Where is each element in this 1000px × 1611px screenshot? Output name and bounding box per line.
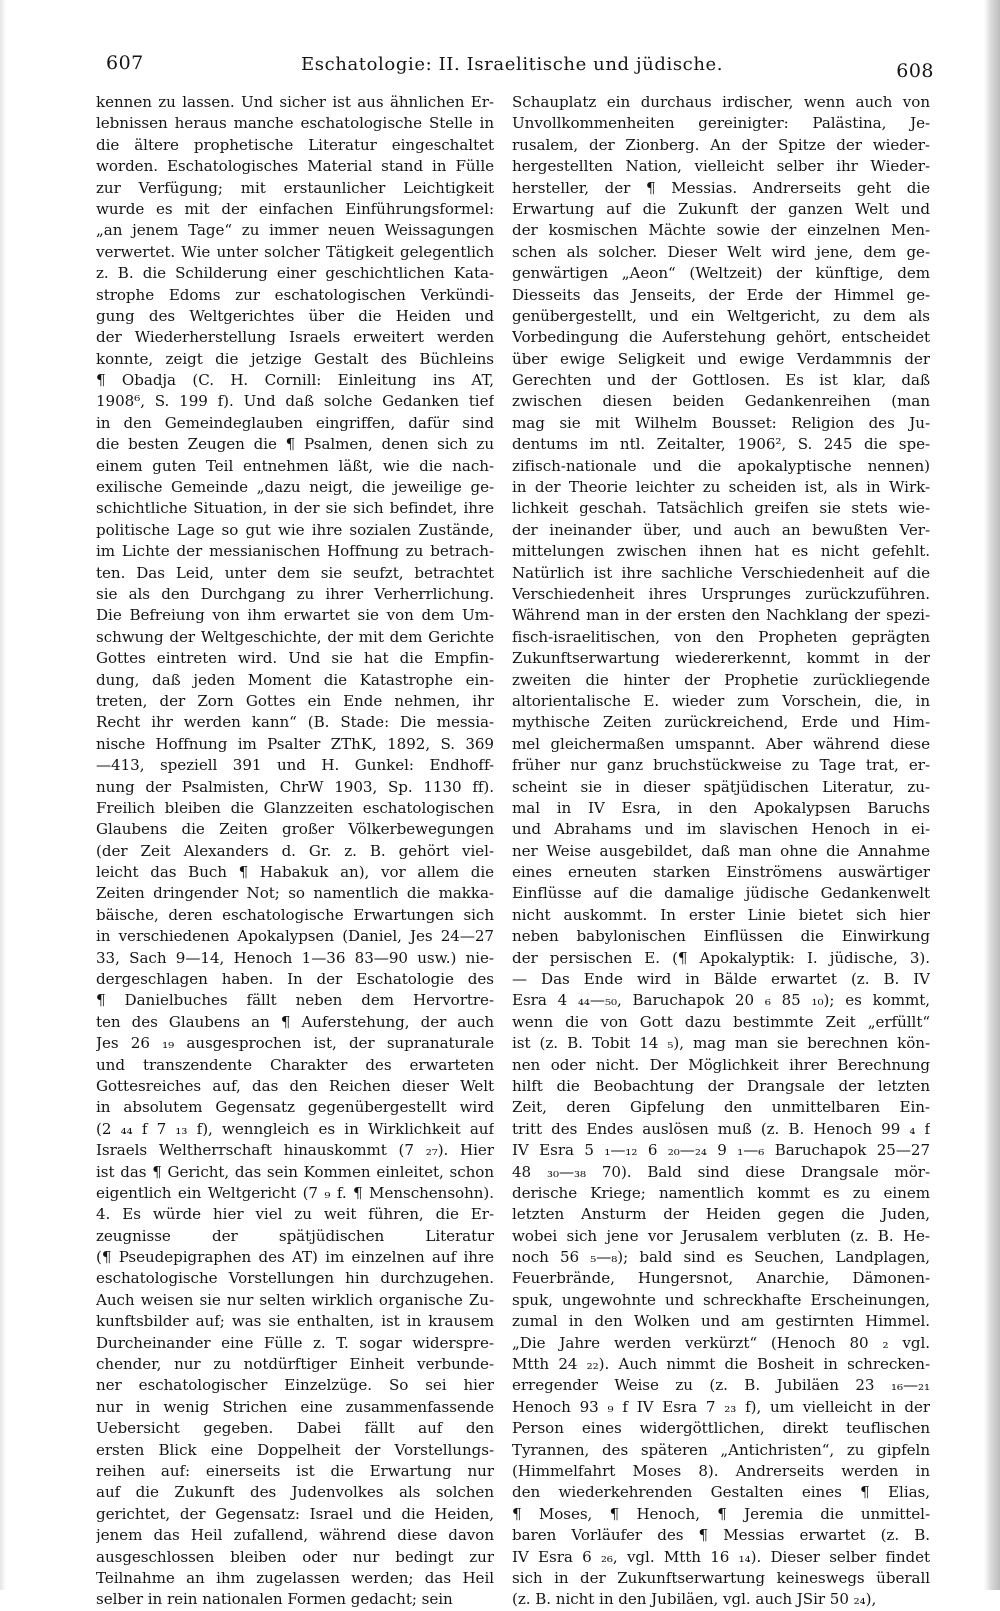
text-line: bäische, deren eschatologische Erwartungen sich [96, 905, 494, 924]
text-line: altorientalische E. wieder zum Vorschein, die, in [512, 691, 930, 710]
text-line: strophe Edoms zur eschatologischen Verkündi- [96, 285, 494, 304]
text-line: mag sie mit Wilhelm Bousset: Religion des Ju- [512, 413, 930, 432]
text-line: 4. Es würde hier viel zu weit führen, die Er- [96, 1205, 494, 1224]
text-line: zifisch-nationale und die apokalyptische nennen) [512, 456, 930, 475]
text-line: und transzendente Charakter des erwarteten [96, 1055, 494, 1074]
text-line: Uebersicht gegeben. Dabei fällt auf den [96, 1419, 494, 1438]
text-line: treten, der Zorn Gottes ein Ende nehmen, ihr [96, 691, 494, 710]
text-line: Freilich bleiben die Glanzzeiten eschatologischen [96, 798, 494, 817]
text-line: scheint sie in dieser spätjüdischen Literatur, zu- [512, 777, 930, 796]
text-line: (z. B. nicht in den Jubiläen, vgl. auch JSir 50 ₂₄), [512, 1590, 877, 1609]
text-line: —413, speziell 391 und H. Gunkel: Endhoff- [96, 756, 494, 775]
text-line: eigentlich ein Weltgericht (7 ₉ f. ¶ Menschensohn). [96, 1183, 494, 1202]
text-line: neben babylonischen Einflüssen die Einwirkung [512, 927, 930, 946]
text-line: exilische Gemeinde „dazu neigt, die jeweilige ge- [96, 478, 494, 497]
text-line: tritt des Endes auslösen muß (z. B. Henoch 99 ₄ f [512, 1119, 930, 1138]
text-line: ten. Das Leid, unter dem sie seufzt, betrachtet [96, 563, 494, 582]
text-line: früher nur ganz bruchstückweise zu Tage trat, er- [512, 756, 930, 775]
text-line: der kosmischen Mächte sowie der einzelnen Men- [512, 221, 930, 240]
text-line: Esra 4 ₄₄—₅₀, Baruchapok 20 ₆ 85 ₁₀); es kommt, [512, 991, 930, 1010]
text-line: verwertet. Wie unter solcher Tätigkeit gelegentlich [96, 242, 494, 261]
text-line: z. B. die Schilderung einer geschichtlichen Kata- [96, 264, 494, 283]
text-line: Unvollkommenheiten gereinigter: Palästina, Je- [512, 114, 930, 133]
text-line: in absolutem Gegensatz gegenübergestellt wird [96, 1098, 494, 1117]
text-line: über ewige Seligkeit und ewige Verdammnis der [512, 349, 930, 368]
text-line: ausgeschlossen bleiben oder nur bedingt zur [96, 1547, 494, 1566]
text-line: 33, Sach 9—14, Henoch 1—36 83—90 usw.) nie- [96, 948, 494, 967]
text-line: der Wiederherstellung Israels erweitert werden [96, 328, 494, 347]
text-line: im Lichte der messianischen Hoffnung zu betrach- [96, 542, 494, 561]
text-line: Tyrannen, des späteren „Antichristen“, zu gipfeln [512, 1440, 930, 1459]
text-line: Zukunftserwartung wiedererkennt, kommt in der [512, 649, 930, 668]
text-line: konnte, zeigt die jetzige Gestalt des Büchleins [96, 349, 494, 368]
text-line: ner Weise ausgebildet, daß man ohne die Annahme [512, 841, 930, 860]
text-line: politische Lage so gut wie ihre sozialen Zustände, [96, 520, 494, 539]
text-line: zumal in den Wolken und am gestirnten Himmel. [512, 1312, 930, 1331]
text-line: kennen zu lassen. Und sicher ist aus ähnlichen Er- [96, 93, 494, 111]
page-number-left: 607 [106, 52, 144, 74]
text-line: nung der Psalmisten, ChrW 1903, Sp. 1130 ff). [96, 777, 494, 796]
text-line: der ineinander über, und auch an bewußten Ver- [512, 520, 930, 539]
text-line: wenn die von Gott dazu bestimmte Zeit „erfüllt“ [512, 1012, 930, 1031]
text-line: mittelungen zwischen ihnen hat es nicht gefehlt. [512, 542, 930, 561]
text-line: schwung der Weltgeschichte, der mit dem Gerichte [96, 627, 494, 646]
text-line: und Abrahams und im slavischen Henoch in ei- [512, 820, 930, 839]
text-line: (Himmelfahrt Moses 8). Andrerseits werden in [512, 1462, 930, 1480]
text-line: die ältere prophetische Literatur eingeschaltet [96, 135, 494, 154]
text-line: hergestellten Nation, vielleicht selber ihr Wieder- [512, 157, 930, 176]
text-line: sich in der Zukunftserwartung keineswegs überall [512, 1568, 930, 1587]
text-line: Die Befreiung von ihm erwartet sie von dem Um- [96, 606, 494, 625]
text-line: Zeiten dringender Not; so namentlich die makka- [96, 884, 494, 903]
text-line: in den Gemeindeglauben eingriffen, dafür sind [96, 413, 494, 432]
text-line: Auch weisen sie nur selten wirklich organische Zu- [96, 1290, 494, 1309]
text-line: nicht auskommt. In erster Linie bietet sich hier [512, 905, 930, 924]
text-line: auf die Zukunft des Judenvolkes als solchen [96, 1483, 494, 1502]
text-line: genübergestellt, und ein Weltgericht, zu dem als [512, 306, 930, 325]
text-line: Feuerbrände, Hungersnot, Anarchie, Dämonen- [512, 1269, 930, 1288]
text-column-left [96, 92, 494, 1611]
text-line: Person eines widergöttlichen, direkt teuflischen [512, 1419, 930, 1438]
text-line: ist (z. B. Tobit 14 ₅), mag man sie berechnen kön- [512, 1034, 930, 1053]
text-line: Einflüsse auf die damalige jüdische Gedankenwelt [512, 884, 930, 903]
text-line: Jes 26 ₁₉ ausgesprochen ist, der supranaturale [96, 1034, 494, 1053]
text-line: ner eschatologischer Einzelzüge. So sei hier [96, 1376, 494, 1395]
text-line: derische Kriege; namentlich kommt es zu einem [512, 1183, 930, 1202]
text-line: Natürlich ist ihre sachliche Verschiedenheit auf die [512, 563, 930, 582]
running-title: Eschatologie: II. Israelitische und jüdische. [301, 54, 724, 75]
text-line: Mtth 24 ₂₂). Auch nimmt die Bosheit in schrecken- [512, 1355, 930, 1374]
text-line: schichtliche Situation, in der sie sich befindet, ihre [96, 499, 494, 518]
text-line: die besten Zeugen die ¶ Psalmen, denen sich zu [96, 435, 494, 454]
text-line: lichkeit geschah. Tatsächlich greifen sie stets wie- [512, 499, 930, 518]
text-line: noch 56 ₅—₈); bald sind es Seuchen, Landplagen, [512, 1248, 930, 1267]
text-line: nische Hoffnung im Psalter ZThK, 1892, S. 369 [96, 734, 494, 753]
text-line: worden. Eschatologisches Material stand in Fülle [96, 157, 494, 176]
text-line: ¶ Moses, ¶ Henoch, ¶ Jeremia die unmittel- [512, 1504, 930, 1523]
scan-shadow-left [0, 0, 6, 1590]
text-line: nur in wenig Strichen eine zusammenfassende [96, 1397, 494, 1416]
page-number-right: 608 [896, 60, 934, 82]
text-line: zweiten die hinter der Prophetie zurückliegende [512, 670, 930, 689]
text-line: „an jenem Tage“ zu immer neuen Weissagungen [96, 221, 494, 240]
text-line: dung, daß jeden Moment die Katastrophe ein- [96, 670, 494, 689]
text-line: lebnissen heraus manche eschatologische Stelle in [96, 114, 494, 133]
page-header [96, 52, 936, 82]
text-line: chender, nur zu notdürftiger Einheit verbunde- [96, 1355, 494, 1374]
text-line: zur Verfügung; mit erstaunlicher Leichtigkeit [96, 178, 494, 197]
text-line: 48 ₃₀—₃₈ 70). Bald sind diese Drangsale mör- [512, 1162, 930, 1181]
text-line: Verschiedenheit ihres Ursprunges zurückzuführen. [512, 584, 930, 603]
text-column-right [512, 92, 930, 1611]
text-line: (¶ Pseudepigraphen des AT) im einzelnen auf ihre [96, 1248, 494, 1267]
text-line: — Das Ende wird in Bälde erwartet (z. B. IV [512, 970, 930, 989]
text-line: jenem das Heil zufallend, während diese davon [96, 1526, 494, 1545]
text-line: leicht das Buch ¶ Habakuk an), vor allem die [96, 863, 494, 882]
text-line: mel gleichermaßen umspannt. Aber während diese [512, 734, 930, 753]
text-line: reihen auf: einerseits ist die Erwartung nur [96, 1462, 494, 1480]
text-line: Henoch 93 ₉ f IV Esra 7 ₂₃ f), um vielleicht in der [512, 1397, 930, 1416]
text-line: IV Esra 5 ₁—₁₂ 6 ₂₀—₂₄ 9 ₁—₆ Baruchapok 25—27 [512, 1141, 930, 1160]
text-line: Israels Weltherrschaft hinauskommt (7 ₂₇). Hier [96, 1141, 494, 1160]
text-line: der persischen E. (¶ Apokalyptik: I. jüdische, 3). [512, 948, 930, 967]
text-line: genwärtigen „Aeon“ (Weltzeit) der künftige, dem [512, 264, 930, 283]
text-line: erregender Weise zu (z. B. Jubiläen 23 ₁₆—₂₁ [512, 1376, 930, 1395]
text-line: Diesseits das Jenseits, der Erde der Himmel ge- [512, 285, 930, 304]
text-line: spuk, ungewohnte und schreckhafte Erscheinungen, [512, 1290, 930, 1309]
text-line: zeugnisse der spätjüdischen Literatur [96, 1226, 494, 1245]
text-line: kunftsbilder auf; was sie enthalten, ist in krausem [96, 1312, 494, 1331]
text-line: gung des Weltgerichtes über die Heiden und [96, 306, 494, 325]
text-line: eschatologische Vorstellungen hin durchzugehen. [96, 1269, 494, 1288]
text-line: fisch-israelitischen, von den Propheten geprägten [512, 627, 930, 646]
text-line: ersten Blick eine Doppelheit der Vorstellungs- [96, 1440, 494, 1459]
text-line: den wiederkehrenden Gestalten eines ¶ Elias, [512, 1483, 930, 1502]
text-line: Glaubens die Zeiten großer Völkerbewegungen [96, 820, 494, 839]
text-line: ten des Glaubens an ¶ Auferstehung, der auch [96, 1012, 494, 1031]
text-line: Schauplatz ein durchaus irdischer, wenn auch von [512, 93, 930, 111]
text-line: Recht ihr werden kann“ (B. Stade: Die messia- [96, 713, 494, 732]
text-line: Vorbedingung die Auferstehung gehört, entscheidet [512, 328, 930, 347]
text-line: eines erneuten starken Einströmens auswärtiger [512, 863, 930, 882]
text-line: in der Theorie leichter zu scheiden ist, als in Wirk- [512, 478, 930, 497]
text-line: schen als solcher. Dieser Welt wird jene, dem ge- [512, 242, 930, 261]
text-line: hilft die Beobachtung der Drangsale der letzten [512, 1076, 930, 1095]
text-line: mythische Zeiten zurückreichend, Erde und Him- [512, 713, 930, 732]
text-line: selber in rein nationalen Formen gedacht; sein [96, 1590, 453, 1609]
text-line: Gerechten und der Gottlosen. Es ist klar, daß [512, 371, 930, 390]
text-line: Gottesreiches auf, das den Reichen dieser Welt [96, 1076, 494, 1095]
text-line: einem guten Teil entnehmen läßt, wie die nach- [96, 456, 494, 475]
text-line: Durcheinander eine Fülle z. T. sogar widerspre- [96, 1333, 494, 1352]
text-line: wobei sich jene vor Jerusalem verbluten (z. B. He- [512, 1226, 930, 1245]
text-line: sie als den Durchgang zu ihrer Verherrlichung. [96, 584, 494, 603]
text-line: letzten Ansturm der Heiden gegen die Juden, [512, 1205, 930, 1224]
text-line: „Die Jahre werden verkürzt“ (Henoch 80 ₂ vgl. [512, 1333, 930, 1352]
text-line: dentums im ntl. Zeitalter, 1906², S. 245 die spe- [512, 435, 930, 454]
text-line: IV Esra 6 ₂₆, vgl. Mtth 16 ₁₄). Dieser selber findet [512, 1547, 930, 1566]
text-line: Erwartung auf die Zukunft der ganzen Welt und [512, 199, 930, 218]
text-line: hersteller, der ¶ Messias. Andrerseits geht die [512, 178, 930, 197]
text-line: ¶ Danielbuches fällt neben dem Hervortre- [96, 991, 494, 1010]
text-line: Gottes eintreten wird. Und sie hat die Empfin- [96, 649, 494, 668]
text-line: (der Zeit Alexanders d. Gr. z. B. gehört viel- [96, 841, 494, 860]
text-line: (2 ₄₄ f 7 ₁₃ f), wenngleich es in Wirklichkeit auf [96, 1119, 494, 1138]
text-line: baren Vorläufer des ¶ Messias erwartet (z. B. [512, 1526, 930, 1545]
text-line: zwischen diesen beiden Gedankenreihen (man [512, 392, 930, 411]
text-line: wurde es mit der einfachen Einführungsformel: [96, 199, 494, 218]
text-line: gerichtet, der Gegensatz: Israel und die Heiden, [96, 1504, 494, 1523]
text-line: dergeschlagen haben. In der Eschatologie des [96, 970, 494, 989]
scan-shadow-right [984, 0, 1000, 1590]
text-line: nen oder nicht. Der Möglichkeit ihrer Berechnung [512, 1055, 930, 1074]
text-line: rusalem, der Zionberg. An der Spitze der wieder- [512, 135, 930, 154]
text-line: Zeit, deren Gipfelung den unmittelbaren Ein- [512, 1098, 930, 1117]
text-line: ¶ Obadja (C. H. Cornill: Einleitung ins AT, [96, 371, 494, 390]
text-line: Während man in der ersten den Nachklang der spezi- [512, 606, 930, 625]
text-line: mal in IV Esra, in den Apokalypsen Baruchs [512, 798, 930, 817]
text-line: Teilnahme an ihm zugelassen werden; das Heil [96, 1568, 494, 1587]
text-line: 1908⁶, S. 199 f). Und daß solche Gedanken tief [96, 392, 494, 411]
text-line: in verschiedenen Apokalypsen (Daniel, Jes 24—27 [96, 927, 494, 946]
text-line: ist das ¶ Gericht, das sein Kommen einleitet, schon [96, 1162, 494, 1181]
